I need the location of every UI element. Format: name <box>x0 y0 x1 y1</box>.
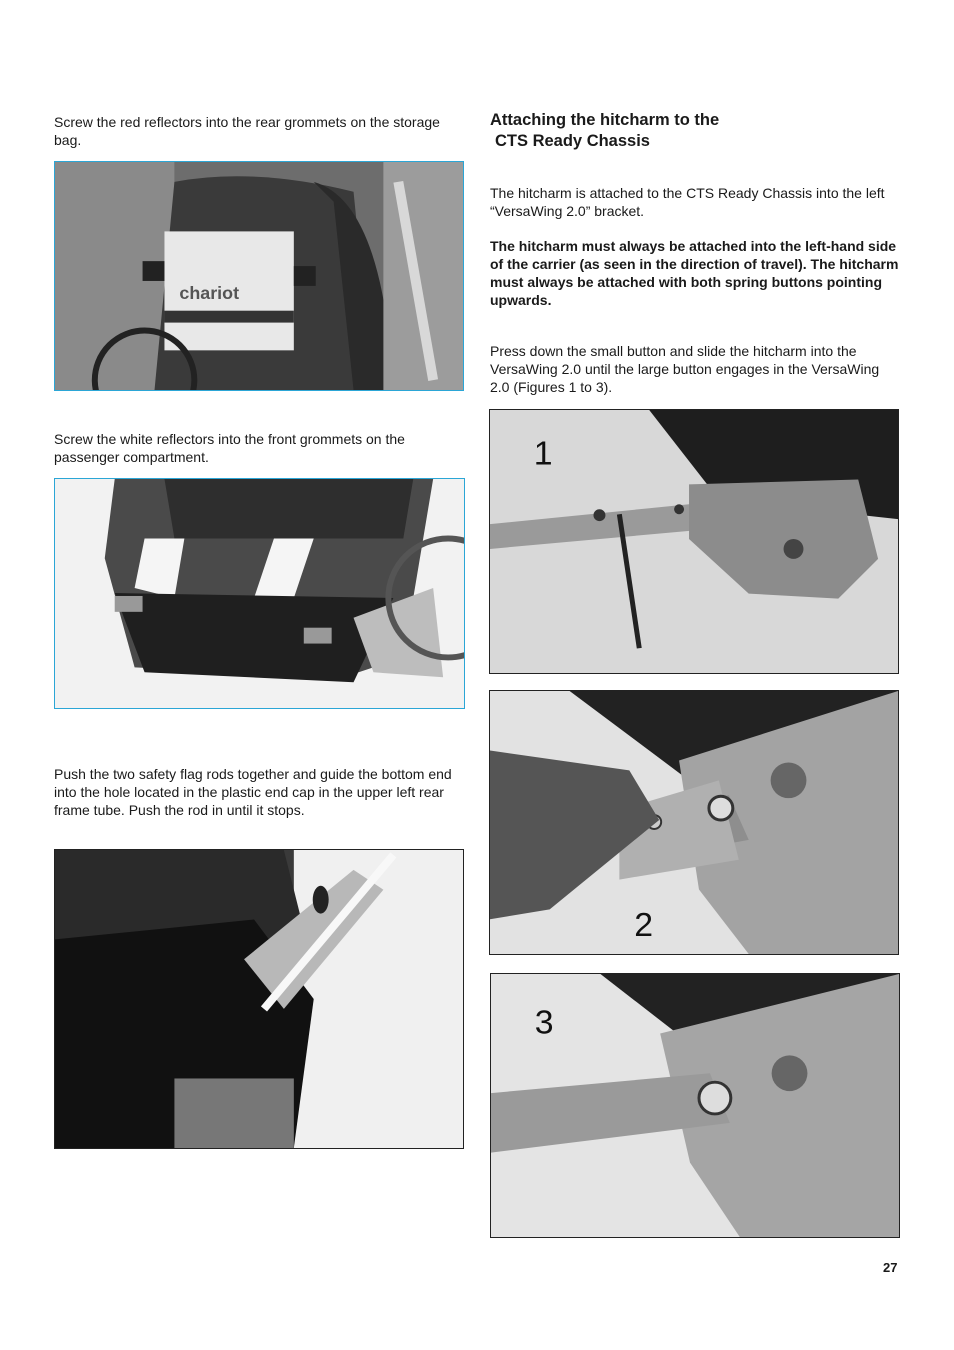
figure-3-label: 3 <box>534 1003 554 1042</box>
hitcharm-attach-intro: The hitcharm is attached to the CTS Ready Chassis into the left “VersaWing 2.0” bracket. <box>490 185 885 219</box>
figure-1-photo <box>489 409 899 674</box>
flag-rod-instruction: Push the two safety flag rods together and guide the bottom end into the hole located in the plastic end cap in the upper left rear frame tube. Push the rod in until it stops. <box>54 766 452 818</box>
page-number: 27 <box>883 1260 898 1275</box>
rear-reflector-instruction: Screw the red reflectors into the rear grommets on the storage bag. <box>54 114 440 148</box>
section-heading-line1: Attaching the hitcharm to the <box>490 111 720 129</box>
front-reflector-instruction: Screw the white reflectors into the front grommets on the passenger compartment. <box>54 431 405 465</box>
hitcharm-warning: The hitcharm must always be attached into the left-hand side of the carrier (as seen in the direction of travel). The hitcharm must always be attached with both spring buttons pointing upwards. <box>490 238 899 308</box>
figure-2-photo <box>489 690 899 955</box>
rear-reflectors-photo <box>54 161 464 391</box>
front-reflectors-photo <box>54 478 465 709</box>
hitcharm-slide-instruction: Press down the small button and slide the hitcharm into the VersaWing 2.0 until the large button engages in the VersaWing 2.0 (Figures 1 to 3). <box>490 343 880 395</box>
safety-flag-photo <box>54 849 464 1149</box>
figure-1-label: 1 <box>533 434 553 473</box>
figure-3-photo <box>490 973 900 1238</box>
section-heading-line2: CTS Ready Chassis <box>495 132 650 150</box>
svg-text:chariot: chariot <box>179 282 240 303</box>
figure-2-label: 2 <box>634 906 654 945</box>
